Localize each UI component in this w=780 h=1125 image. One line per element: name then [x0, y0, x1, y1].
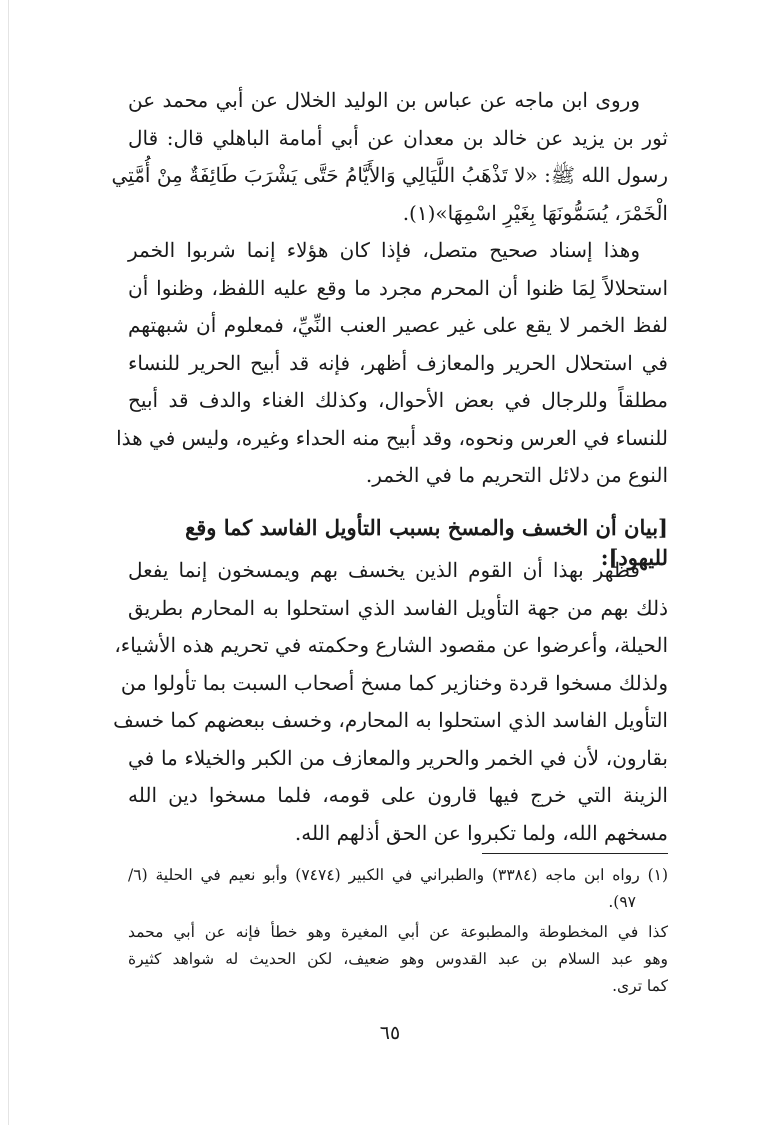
paragraph-line: ذلك بهم من جهة التأويل الفاسد الذي استحلوا به المحارم بطريق [128, 595, 668, 620]
footnote-line: (١) رواه ابن ماجه (٣٣٨٤) والطبراني في الكبير (٧٤٧٤) وأبو نعيم في الحلية (٦/ [128, 866, 669, 884]
paragraph-line: وروى ابن ماجه عن عباس بن الوليد الخلال عن أبي محمد عن [128, 88, 640, 112]
paragraph-line: استحلالاً لِمَا ظنوا أن المحرم مجرد ما وقع عليه اللفظ، وظنوا أن [128, 275, 668, 300]
footnote-separator [482, 853, 668, 854]
paragraph-line: فظهر بهذا أن القوم الذين يخسف بهم ويمسخون إنما يفعل [128, 558, 640, 582]
footnote-line: كذا في المخطوطة والمطبوعة عن أبي المغيرة وهو خطأ فإنه عن أبي محمد [128, 923, 668, 941]
section-heading: [بيان أن الخسف والمسخ بسبب التأويل الفاسد كما وقع لليهود]: [185, 515, 668, 570]
paragraph-line: الحيلة، وأعرضوا عن مقصود الشارع وحكمته في تحريم هذه الأشياء، [114, 633, 668, 657]
paragraph-line: لفظ الخمر لا يقع على غير عصير العنب النِّيِّ، فمعلوم أن شبهتهم [128, 313, 668, 337]
paragraph-line: مطلقاً وللرجال في بعض الأحوال، وكذلك الغناء والدف قد أبيح [128, 388, 668, 412]
footnote-line: ٩٧). [608, 893, 636, 911]
paragraph-line: الزينة التي خرج فيها قارون على قومه، فلما مسخوا دين الله [128, 783, 668, 807]
paragraph-line: ثور بن يزيد عن خالد بن معدان عن أبي أمامة الباهلي قال: قال [128, 125, 668, 150]
footnote-line: كما ترى. [612, 977, 668, 995]
paragraph-2 [116, 232, 668, 495]
paragraph-line: بقارون، لأن في الخمر والحرير والمعازف من الكبر والخيلاء ما في [128, 745, 668, 770]
footnote-1 [128, 862, 668, 916]
paragraph-line: النوع من دلائل التحريم ما في الخمر. [365, 463, 668, 487]
paragraph-line: للنساء في العرس ونحوه، وقد أبيح منه الحداء وغيره، وليس في هذا [116, 425, 668, 450]
paragraph-1 [111, 82, 668, 232]
paragraph-line: في استحلال الحرير والمعازف أظهر، فإنه قد أبيح الحرير للنساء [128, 350, 668, 375]
paragraph-3 [113, 552, 668, 852]
footnote-2 [128, 919, 668, 1000]
paragraph-line: وهذا إسناد صحيح متصل، فإذا كان هؤلاء إنما شربوا الخمر [128, 238, 640, 262]
footnote-line: وهو عبد السلام بن عبد القدوس وهو ضعيف، لكن الحديث له شواهد كثيرة [128, 950, 668, 968]
paragraph-line: رسول الله ﷺ: «لا تَذْهَبُ اللَّيَالِي وَالأَيَّامُ حَتَّى يَشْرَبَ طَائِفَةٌ مِنْ أُمَّتِي [111, 163, 668, 187]
paragraph-line: التأويل الفاسد الذي استحلوا به المحارم، وخسف ببعضهم كما خسف [113, 708, 668, 732]
paragraph-line: ولذلك مسخوا قردة وخنازير كما مسخ أصحاب السبت بما تأولوا من [120, 670, 668, 695]
paragraph-line: مسخهم الله، ولما تكبروا عن الحق أذلهم الله. [294, 820, 668, 845]
paragraph-line: الْخَمْرَ، يُسَمُّونَهَا بِغَيْرِ اسْمِهَا»(١). [402, 200, 668, 225]
page-number: ٦٥ [379, 1022, 401, 1044]
page-edge-line [8, 0, 9, 1125]
